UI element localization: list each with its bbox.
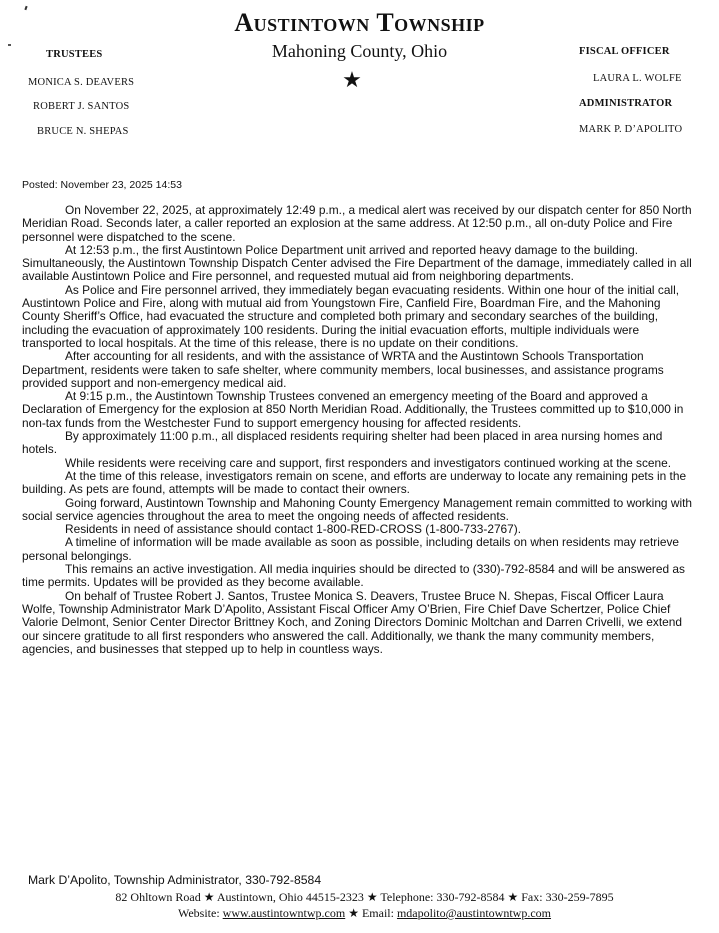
fiscal-officer-name: LAURA L. WOLFE — [593, 73, 682, 84]
paragraph: By approximately 11:00 p.m., all displaced residents requiring shelter had been placed in area nursing homes and hotels. — [22, 429, 663, 457]
paragraph: At 9:15 p.m., the Austintown Township Trustees convened an emergency meeting of the Board and approved a Declaration of Emergency for the explosion at 850 North Meridian Road. Additionally, the Trustees committed up to $10,000 in non-tax funds from the Westchester Fund to support emergency housing for affected residents. — [22, 389, 684, 430]
trustee-name: BRUCE N. SHEPAS — [37, 126, 129, 137]
email-link[interactable]: mdapolito@austintowntwp.com — [396, 906, 552, 920]
website-label: Website: — [177, 906, 223, 920]
paragraph: On behalf of Trustee Robert J. Santos, Trustee Monica S. Deavers, Trustee Bruce N. Shepas, Fiscal Officer Laura Wolfe, Township Administrator Mark D’Apolito, Assistant Fiscal Officer Amy O’Brien, Fire Chief Dave Schertzer, Police Chief Valorie Delmont, Senior Center Director Brittney Koch, and Zoning Directors Dominic Moltchan and Darren Crivelli, we extend our sincere gratitude to all first responders who answered the call. Additionally, we thank the many community members, agencies, and businesses that stepped up to help in countless ways. — [22, 588, 682, 656]
trustee-name: MONICA S. DEAVERS — [28, 77, 135, 88]
administrator-label: ADMINISTRATOR — [579, 98, 673, 109]
paragraph: After accounting for all residents, and with the assistance of WRTA and the Austintown Schools Transportation Department, residents were taken to safe shelter, where community members, local businesses, and assistance programs provided support and non-emergency medical aid. — [22, 349, 664, 390]
press-release-body — [22, 204, 698, 656]
email-label: ★ Email: — [345, 906, 397, 920]
paragraph: While residents were receiving care and support, first responders and investigators continued working at the scene. — [65, 455, 672, 470]
posted-timestamp: Posted: November 23, 2025 14:53 — [22, 179, 182, 191]
paragraph: Going forward, Austintown Township and Mahoning County Emergency Management remain committed to working with social service agencies throughout the area to meet the ongoing needs of affected residents. — [22, 495, 692, 523]
paragraph: This remains an active investigation. All media inquiries should be directed to (330)-792-8584 and will be answered as time permits. Updates will be provided as they become available. — [22, 562, 685, 590]
paragraph: At 12:53 p.m., the first Austintown Police Department unit arrived and reported heavy damage to the building. Simultaneously, the Austintown Township Dispatch Center advised the Fire Department of the damage, immediately called in all available Austintown Police and Fire personnel, and requested mutual aid from neighboring departments. — [22, 242, 692, 284]
website-link[interactable]: www.austintowntwp.com — [222, 906, 346, 920]
page-subtitle: Mahoning County, Ohio — [271, 41, 448, 61]
page-title: Austintown Township — [234, 8, 485, 37]
footer-web-contact — [0, 906, 719, 921]
trustees-label: TRUSTEES — [46, 49, 103, 60]
paragraph: A timeline of information will be made available as soon as possible, including details on when residents may retrieve personal belongings. — [22, 535, 680, 563]
fiscal-officer-label: FISCAL OFFICER — [579, 46, 670, 57]
paragraph: On November 22, 2025, at approximately 12:49 p.m., a medical alert was received by our dispatch center for 850 North Meridian Road. Seconds later, a caller reported an explosion at the same address. At 12:50 p.m., all on-duty Police and Fire personnel were dispatched to the scene. — [22, 203, 692, 244]
star-icon: ★ — [342, 68, 362, 93]
paragraph: Residents in need of assistance should contact 1-800-RED-CROSS (1-800-733-2767). — [65, 522, 522, 537]
footer-administrator-contact: Mark D’Apolito, Township Administrator, 330-792-8584 — [28, 873, 322, 887]
administrator-name: MARK P. D’APOLITO — [579, 124, 683, 135]
trustee-name: ROBERT J. SANTOS — [33, 101, 130, 112]
footer-address: 82 Ohltown Road ★ Austintown, Ohio 44515-2323 ★ Telephone: 330-792-8584 ★ Fax: 330-259-7895 — [115, 890, 614, 904]
paragraph: At the time of this release, investigators remain on scene, and efforts are underway to locate any remaining pets in the building. As pets are found, attempts will be made to contact their owners. — [22, 468, 687, 497]
paragraph: As Police and Fire personnel arrived, they immediately began evacuating residents. Within one hour of the initial call, Austintown Police and Fire, along with mutual aid from Youngstown Fire, Canfield Fire, Boardman Fire, and the Mahoning County Sheriff’s Office, had evacuated the structure and completed both primary and secondary searches of the building, including the evacuation of approximately 100 residents. During the initial evacuation efforts, multiple individuals were transported to local hospitals. At the time of this release, there is no update on their conditions. — [22, 282, 680, 350]
